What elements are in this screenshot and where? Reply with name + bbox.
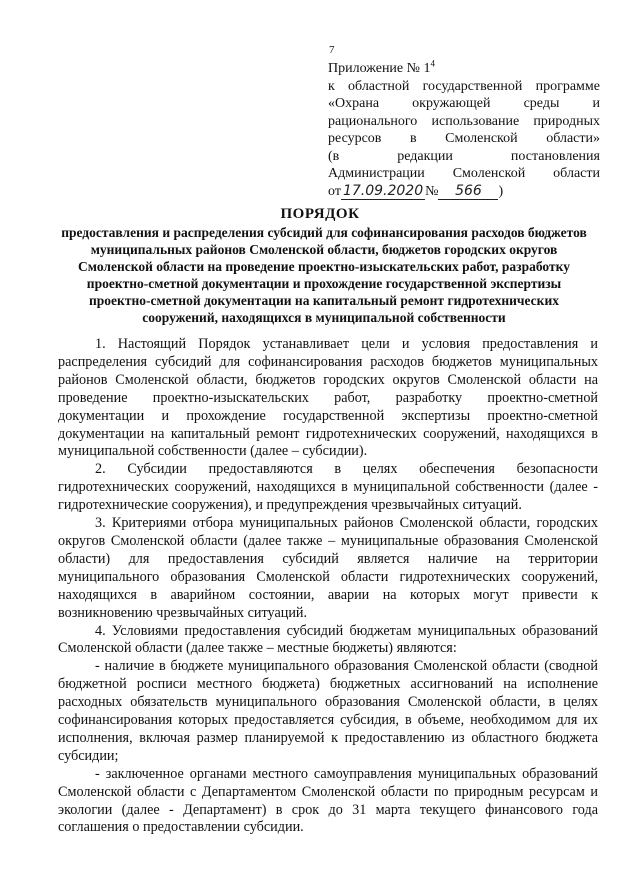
document-body [58,336,598,837]
annex-superscript: 4 [430,58,435,69]
closing-paren: ) [498,183,504,199]
annex-title: Приложение № $1^4$ [328,58,435,76]
paragraph-4-item-1: - наличие в бюджете муниципального образования Смоленской области (сводной бюджетной росписи местного бюджета) бюджетных ассигнований на исполнение расходных обязательств муниципального образования Смоленской области, в целях софинансирования которых предоставляется субсидия, в объеме, необходимом для их исполнения, включая размер планируемой к предоставлению из областного бюджета субсидии; [58,658,598,764]
paragraph-2: 2. Субсидии предоставляются в целях обеспечения безопасности гидротехнических сооружений, находящихся в муниципальной собственности (далее - гидротехнические сооружения), и предупреждения чрезвычайных ситуаций. [58,461,598,514]
annex-row: «Охрана окружающей среды и [328,96,600,111]
paragraph-4-item-2: - заключенное органами местного самоуправления муниципальных образований Смоленской области с Департаментом Смоленской области по природным ресурсам и экологии (далее - Департамент) в срок до 31 марта текущего финансового года соглашения о предоставлении субсидии. [58,765,598,836]
annex-row: рационального использование природных [328,113,600,129]
handwritten-date: 17.09.2020 [342,182,424,199]
page-number: 7 [329,44,335,56]
annex-row: (в редакции постановления [328,148,600,164]
annex-row: к областной государственной программе [328,78,600,94]
paragraph-4: 4. Условиями предоставления субсидий бюджетам муниципальных образований Смоленской области (далее также – местные бюджеты) являются: [58,622,598,657]
annex-row: ресурсов в Смоленской области» [328,131,600,146]
annex-row: Администрации Смоленской области [328,166,600,181]
handwritten-number: 566 [438,184,498,200]
number-label: № [425,183,439,199]
paragraph-1: 1. Настоящий Порядок устанавливает цели и условия предоставления и распределения субсидий для софинансирования расходов бюджетов муниципальных районов Смоленской области, бюджетов городских округов Смоленской области на проведение проектно-изыскательских работ, разработку проектно-сметной документации и прохождение государственной экспертизы проектно-сметной документации на капитальный ремонт гидротехнических сооружений, находящихся в муниципальной собственности (далее – субсидии). [58,336,598,460]
paragraph-3: 3. Критериями отбора муниципальных районов Смоленской области, городских округов Смоленской области (далее также – муниципальные образования Смоленской области) для предоставления субсидий является наличие на территории муниципального образования Смоленской области гидротехнических сооружений, находящихся в аварийном состоянии, аварии на которых могут привести к возникновению чрезвычайных ситуаций. [58,515,598,621]
resolution-date-line [328,183,600,201]
annex-header [328,60,600,200]
document-subtitle: предоставления и распределения субсидий для софинансирования расходов бюджетов муниципальных районов Смоленской области, бюджетов городских округов Смоленской области на проведение проектно-изыскательских работ, разработку проектно-сметной документации и прохождение государственной экспертизы проектно-сметной документации на капитальный ремонт гидротехнических сооружений, находящихся в муниципальной собственности [61,225,587,325]
from-label: от [328,183,341,199]
document-title: ПОРЯДОК [280,206,360,222]
